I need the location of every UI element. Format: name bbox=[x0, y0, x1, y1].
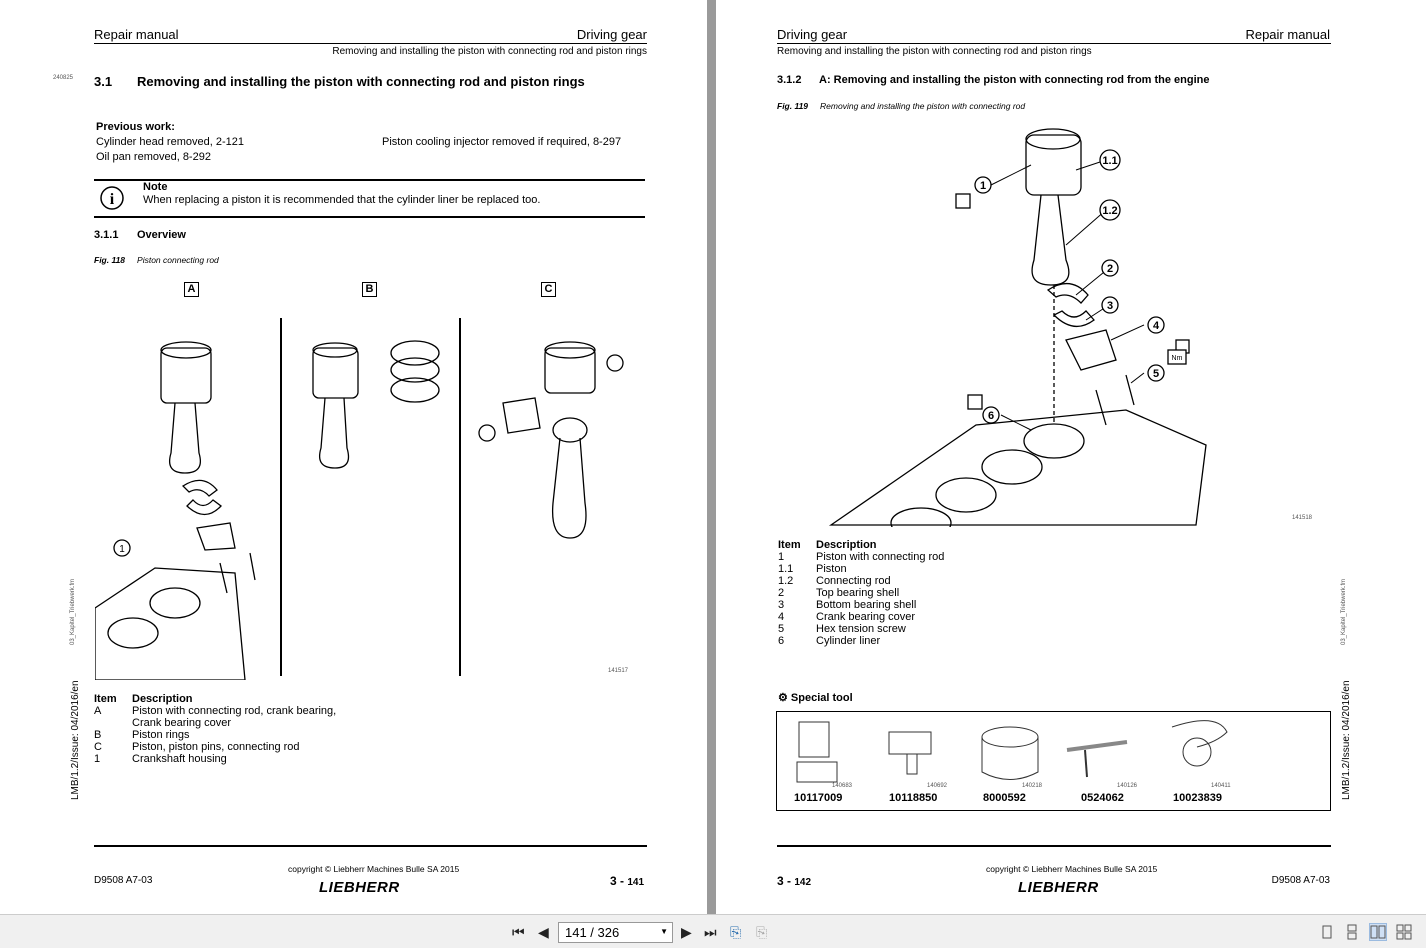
right-page: Driving gear Repair manual Removing and installing the piston with connecting rod and piston rings 3.1.2 A: Removing and installing the piston with connecting rod from the engine Fig. 119 Removing and installing the piston with connecting rod 1 1.1 1.2 2 3 4 5 6 Nm 141518 Item Description 1 Piston with connecting rod 1.1 Piston 1.2 Connecting rod 2 Top bearing shell 3 Bottom bearing shell 4 Crank bearing cover 5 Hex tension screw 6 Cylinder liner ⚙ Special tool 140683 140692 140218 140126 140411 10117009 10118850 8000592 0524062 10023839 03_Kapitel_Triebwerk.fm LMB/1.2/Issue: 04/2016/en copyright © Liebherr Machines Bulle SA 2015 3 - 142 LIEBHERR D9508 A7-03 bbox=[716, 0, 1426, 914]
side-file-name: 03_Kapitel_Triebwerk.fm bbox=[1341, 578, 1347, 645]
tool-part-number: 10118850 bbox=[889, 792, 938, 804]
table-row: B Piston rings bbox=[94, 729, 190, 741]
previous-work-item: Cylinder head removed, 2-121 bbox=[96, 136, 244, 148]
svg-text:2: 2 bbox=[1106, 263, 1114, 275]
table-row: 1 Crankshaft housing bbox=[94, 753, 227, 765]
first-page-icon[interactable]: ⏮ bbox=[512, 924, 525, 940]
svg-text:1: 1 bbox=[119, 544, 125, 555]
liebherr-logo: LIEBHERR bbox=[319, 879, 400, 896]
fig-label-a: A bbox=[184, 282, 199, 297]
table-row: Crank bearing cover bbox=[132, 717, 232, 729]
table-row: A Piston with connecting rod, crank bearing, bbox=[94, 705, 337, 717]
section-title: Removing and installing the piston with connecting rod and piston rings bbox=[137, 74, 585, 89]
header-left: Repair manual bbox=[94, 27, 179, 42]
page-selector[interactable]: 141 / 326 ▼ bbox=[558, 922, 673, 943]
svg-text:3: 3 bbox=[1106, 300, 1114, 312]
subheader: Removing and installing the piston with connecting rod and piston rings bbox=[332, 46, 647, 57]
tool-part-number: 0524062 bbox=[1081, 792, 1124, 804]
table-row: 1 Piston with connecting rod bbox=[778, 551, 945, 563]
figure-caption: Fig. 118 Piston connecting rod bbox=[94, 255, 219, 265]
single-page-view-icon[interactable] bbox=[1318, 923, 1336, 941]
previous-work-item: Oil pan removed, 8-292 bbox=[96, 151, 211, 163]
side-issue: LMB/1.2/Issue: 04/2016/en bbox=[1341, 680, 1352, 800]
svg-text:i: i bbox=[109, 191, 115, 208]
last-page-icon[interactable]: ⏭ bbox=[704, 924, 717, 940]
header-left: Driving gear bbox=[777, 27, 848, 42]
tool-images bbox=[777, 712, 1332, 792]
next-page-icon[interactable]: ▶ bbox=[681, 924, 692, 940]
svg-text:5: 5 bbox=[1152, 368, 1160, 380]
previous-work-label: Previous work: bbox=[96, 121, 175, 133]
piston-overview-illustration bbox=[95, 318, 635, 680]
copyright: copyright © Liebherr Machines Bulle SA 2015 bbox=[986, 864, 1158, 874]
subsection-number: 3.1.1 bbox=[94, 229, 119, 241]
info-icon bbox=[99, 185, 125, 211]
previous-page-icon[interactable]: ◀ bbox=[538, 924, 549, 940]
table-row: 3 Bottom bearing shell bbox=[778, 599, 917, 611]
copyright: copyright © Liebherr Machines Bulle SA 2015 bbox=[288, 864, 460, 874]
note-label: Note bbox=[143, 181, 168, 193]
header-right: Repair manual bbox=[1245, 27, 1330, 42]
continuous-facing-view-icon[interactable] bbox=[1395, 923, 1413, 941]
section-number: 3.1 bbox=[94, 74, 113, 89]
fig-label-c: C bbox=[541, 282, 556, 297]
figure-caption: Fig. 119 Removing and installing the piston with connecting rod bbox=[777, 101, 1026, 111]
go-back-view-icon[interactable]: ⎘ bbox=[730, 924, 742, 940]
go-forward-view-icon[interactable]: ⎘ bbox=[756, 924, 768, 940]
header-right: Driving gear bbox=[576, 27, 647, 42]
margin-code: 240825 bbox=[53, 75, 74, 81]
tool-part-number: 10117009 bbox=[794, 792, 843, 804]
subsection-title: Overview bbox=[137, 229, 186, 241]
tool-part-number: 10023839 bbox=[1173, 792, 1222, 804]
continuous-view-icon[interactable] bbox=[1343, 923, 1361, 941]
viewer-toolbar bbox=[0, 914, 1426, 948]
svg-text:1: 1 bbox=[979, 180, 987, 192]
page-number: 142 bbox=[794, 877, 812, 888]
table-row: 4 Crank bearing cover bbox=[778, 611, 916, 623]
fig-label-b: B bbox=[362, 282, 377, 297]
table-row: 2 Top bearing shell bbox=[778, 587, 900, 599]
facing-view-icon[interactable] bbox=[1369, 923, 1387, 941]
special-tool-heading: ⚙ Special tool bbox=[778, 692, 853, 704]
figure-id: 141517 bbox=[608, 668, 629, 674]
svg-text:1.2: 1.2 bbox=[1102, 205, 1118, 217]
table-row: 6 Cylinder liner bbox=[778, 635, 881, 647]
note-text: When replacing a piston it is recommended that the cylinder liner be replaced too. bbox=[143, 194, 541, 206]
svg-text:1.1: 1.1 bbox=[1102, 155, 1118, 167]
footer-doc: D9508 A7-03 bbox=[94, 875, 153, 886]
svg-text:Nm: Nm bbox=[1171, 355, 1183, 362]
table-row: C Piston, piston pins, connecting rod bbox=[94, 741, 300, 753]
table-row: 1.1 Piston bbox=[778, 563, 847, 575]
section-title: A: Removing and installing the piston with connecting rod from the engine bbox=[819, 74, 1210, 86]
special-tool-box: 140683 140692 140218 140126 140411 10117009 10118850 8000592 0524062 10023839 bbox=[776, 711, 1331, 811]
engine-assembly-illustration bbox=[826, 125, 1316, 527]
side-file-name: 03_Kapitel_Triebwerk.fm bbox=[70, 578, 76, 645]
previous-work-item: Piston cooling injector removed if required, 8-297 bbox=[382, 136, 622, 148]
side-issue: LMB/1.2/Issue: 04/2016/en bbox=[70, 680, 81, 800]
svg-text:6: 6 bbox=[987, 410, 995, 422]
footer-doc: D9508 A7-03 bbox=[1271, 875, 1330, 886]
chevron-down-icon: ▼ bbox=[660, 927, 668, 936]
left-page: Repair manual Driving gear Removing and installing the piston with connecting rod and piston rings 240825 3.1 Removing and installing the piston with connecting rod and piston rings Previous work: Cylinder head removed, 2-121 Oil pan removed, 8-292 Piston cooling injector removed if required, 8-297 i Note When replacing a piston it is recommended that the cylinder liner be replaced too. 3.1.1 Overview Fig. 118 Piston connecting rod A B C 1 141517 Item Description A Piston with connecting rod, crank bearing, Crank bearing cover B Piston rings C Piston, piston pins, connecting rod 1 Crankshaft housing 03_Kapitel_Triebwerk.fm LMB/1.2/Issue: 04/2016/en copyright © Liebherr Machines Bulle SA 2015 D9508 A7-03 LIEBHERR 3 - 141 bbox=[0, 0, 707, 914]
figure-id: 141518 bbox=[1292, 515, 1313, 521]
tool-part-number: 8000592 bbox=[983, 792, 1026, 804]
subheader: Removing and installing the piston with connecting rod and piston rings bbox=[777, 46, 1092, 57]
page-number: 141 bbox=[627, 877, 645, 888]
liebherr-logo: LIEBHERR bbox=[1018, 879, 1099, 896]
item-table: Item Description 1 Piston with connecting rod 1.1 Piston 1.2 Connecting rod 2 Top bearing shell 3 Bottom bearing shell 4 Crank bearing cover 5 Hex tension screw 6 Cylinder liner bbox=[778, 539, 945, 647]
table-row: 1.2 Connecting rod bbox=[778, 575, 891, 587]
svg-text:4: 4 bbox=[1152, 320, 1160, 332]
table-row: 5 Hex tension screw bbox=[778, 623, 906, 635]
section-number: 3.1.2 bbox=[777, 74, 802, 86]
item-table: Item Description A Piston with connecting rod, crank bearing, Crank bearing cover B Piston rings C Piston, piston pins, connecting rod 1 Crankshaft housing bbox=[94, 693, 337, 765]
